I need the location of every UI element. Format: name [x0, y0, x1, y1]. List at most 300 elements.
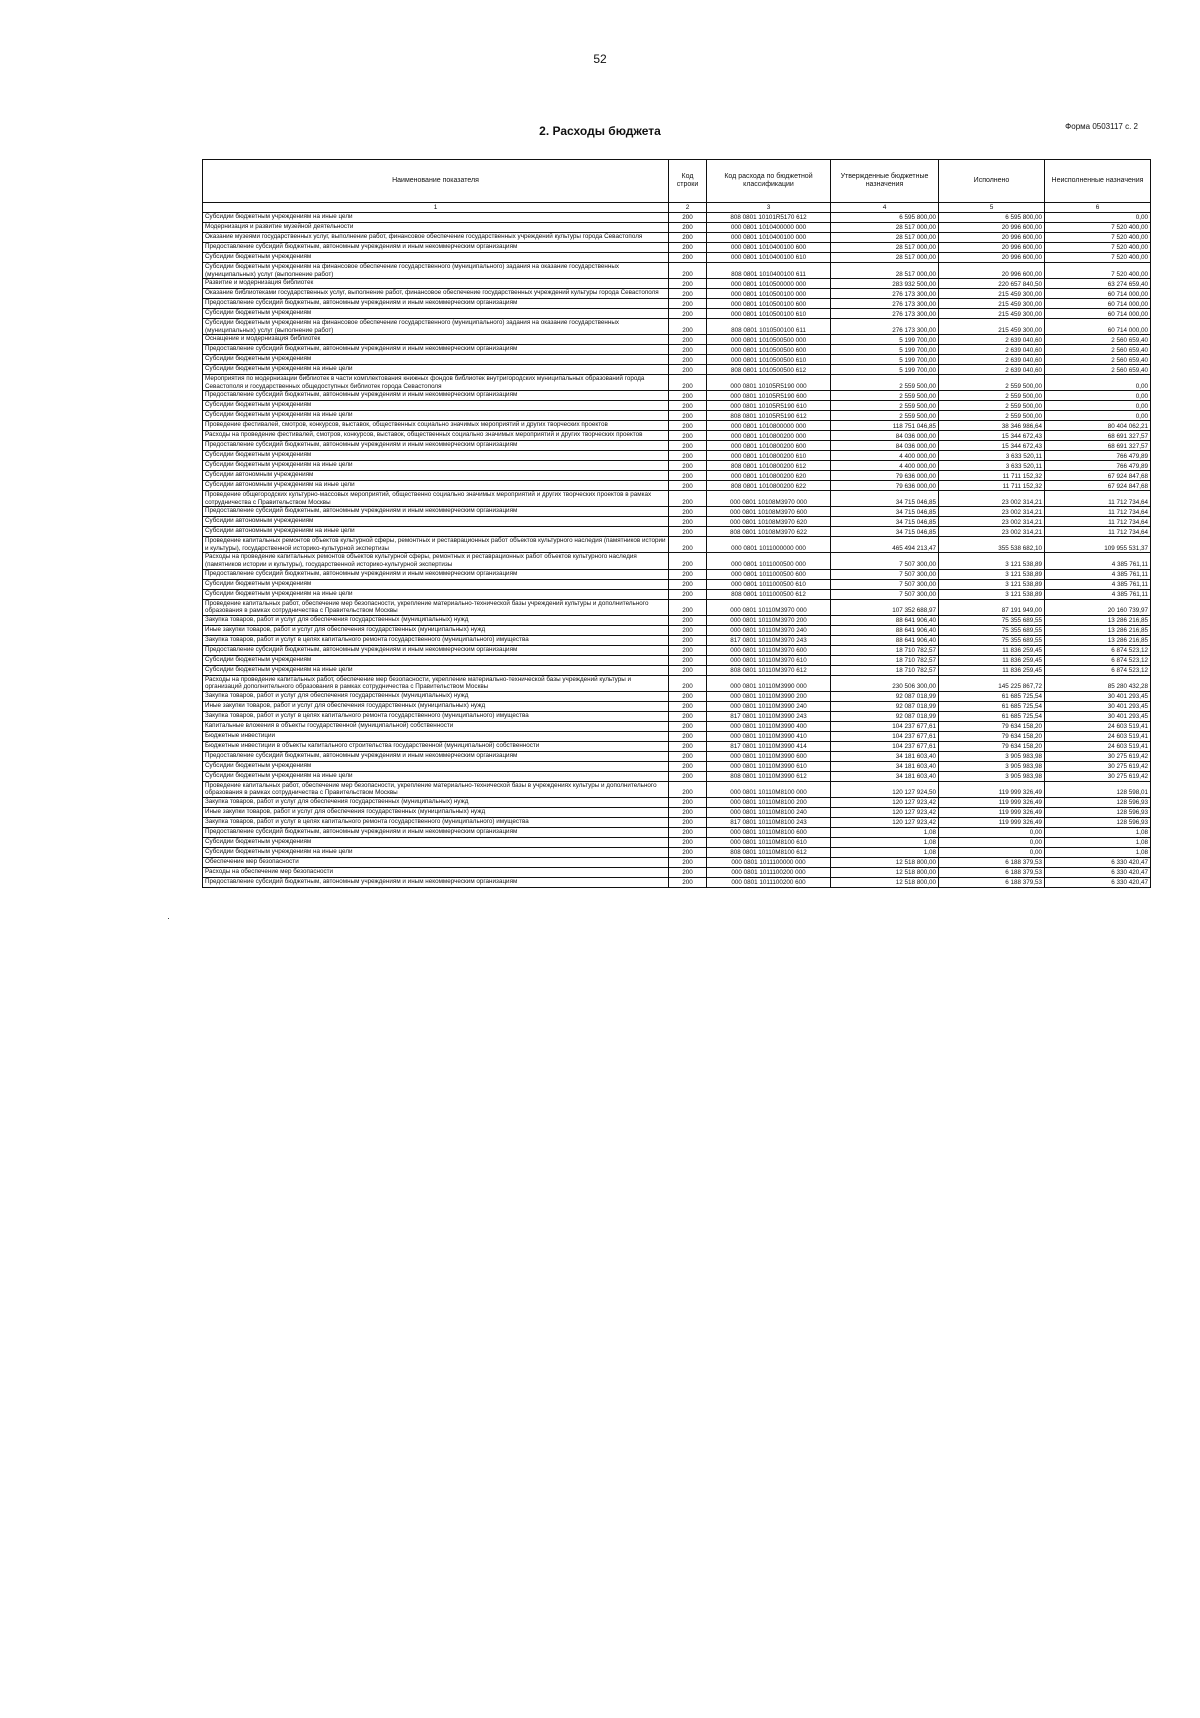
row-executed: 11 836 259,45: [939, 665, 1045, 675]
row-executed: 215 459 300,00: [939, 299, 1045, 309]
row-line-code: 200: [669, 599, 707, 615]
table-body: [203, 213, 1151, 888]
row-approved: 12 518 800,00: [831, 867, 939, 877]
row-unexecuted: 109 955 531,37: [1045, 537, 1151, 553]
row-name: Субсидии автономным учреждениям на иные цели: [203, 481, 669, 491]
row-name: Иные закупки товаров, работ и услуг для обеспечения государственных (муниципальных) нужд: [203, 701, 669, 711]
page-number: 52: [593, 52, 607, 66]
row-classification-code: 000 0801 10110М3970 000: [707, 599, 831, 615]
row-unexecuted: 13 286 216,85: [1045, 615, 1151, 625]
row-unexecuted: 30 401 293,45: [1045, 701, 1151, 711]
row-line-code: 200: [669, 771, 707, 781]
row-line-code: 200: [669, 431, 707, 441]
row-classification-code: 817 0801 10110М3970 243: [707, 635, 831, 645]
row-line-code: 200: [669, 335, 707, 345]
row-line-code: 200: [669, 675, 707, 691]
row-line-code: 200: [669, 553, 707, 569]
row-approved: 12 518 800,00: [831, 857, 939, 867]
row-classification-code: 808 0801 1010500500 612: [707, 365, 831, 375]
row-classification-code: 000 0801 10110М3990 400: [707, 721, 831, 731]
row-line-code: 200: [669, 761, 707, 771]
row-unexecuted: 6 874 523,12: [1045, 645, 1151, 655]
row-executed: 79 634 158,20: [939, 741, 1045, 751]
row-line-code: 200: [669, 309, 707, 319]
row-unexecuted: 4 385 761,11: [1045, 579, 1151, 589]
row-classification-code: 817 0801 10110М8100 243: [707, 817, 831, 827]
row-approved: 2 559 500,00: [831, 391, 939, 401]
row-executed: 2 559 500,00: [939, 401, 1045, 411]
row-executed: 75 355 689,55: [939, 635, 1045, 645]
table-row: [203, 233, 1151, 243]
row-line-code: 200: [669, 711, 707, 721]
row-unexecuted: 24 603 519,41: [1045, 741, 1151, 751]
row-name: Предоставление субсидий бюджетным, автономным учреждениям и иным некоммерческим организациям: [203, 299, 669, 309]
row-executed: 23 002 314,21: [939, 527, 1045, 537]
row-line-code: 200: [669, 701, 707, 711]
row-approved: 34 181 603,40: [831, 751, 939, 761]
row-executed: 20 996 600,00: [939, 243, 1045, 253]
column-numbers-row: [203, 203, 1151, 213]
row-name: Предоставление субсидий бюджетным, автономным учреждениям и иным некоммерческим организациям: [203, 441, 669, 451]
row-unexecuted: 13 286 216,85: [1045, 625, 1151, 635]
row-classification-code: 000 0801 10105R5190 000: [707, 375, 831, 391]
row-classification-code: 000 0801 1011000000 000: [707, 537, 831, 553]
row-unexecuted: 766 479,89: [1045, 461, 1151, 471]
row-unexecuted: 24 603 519,41: [1045, 731, 1151, 741]
row-unexecuted: 2 560 659,40: [1045, 365, 1151, 375]
table-row: [203, 569, 1151, 579]
row-classification-code: 808 0801 10110М3990 612: [707, 771, 831, 781]
row-executed: 23 002 314,21: [939, 517, 1045, 527]
row-classification-code: 808 0801 10110М8100 612: [707, 847, 831, 857]
row-line-code: 200: [669, 213, 707, 223]
row-name: Закупка товаров, работ и услуг для обеспечения государственных (муниципальных) нужд: [203, 615, 669, 625]
row-line-code: 200: [669, 471, 707, 481]
row-line-code: 200: [669, 589, 707, 599]
row-classification-code: 000 0801 10110М8100 200: [707, 797, 831, 807]
table-row: [203, 655, 1151, 665]
table-row: [203, 645, 1151, 655]
row-unexecuted: 60 714 000,00: [1045, 319, 1151, 335]
header-name: Наименование показателя: [203, 160, 669, 203]
row-name: Модернизация и развитие музейной деятельности: [203, 223, 669, 233]
row-line-code: 200: [669, 817, 707, 827]
row-approved: 92 087 018,99: [831, 711, 939, 721]
row-approved: 120 127 923,42: [831, 807, 939, 817]
row-name: Предоставление субсидий бюджетным, автономным учреждениям и иным некоммерческим организациям: [203, 569, 669, 579]
row-unexecuted: 67 924 847,68: [1045, 481, 1151, 491]
row-executed: 215 459 300,00: [939, 309, 1045, 319]
table-row: [203, 553, 1151, 569]
row-approved: 107 352 688,97: [831, 599, 939, 615]
row-unexecuted: 85 280 432,28: [1045, 675, 1151, 691]
row-classification-code: 000 0801 10105R5190 610: [707, 401, 831, 411]
row-line-code: 200: [669, 233, 707, 243]
row-executed: 3 905 983,98: [939, 771, 1045, 781]
table-row: [203, 319, 1151, 335]
row-executed: 11 836 259,45: [939, 645, 1045, 655]
row-name: Субсидии бюджетным учреждениям на иные цели: [203, 771, 669, 781]
row-line-code: 200: [669, 411, 707, 421]
row-approved: 92 087 018,99: [831, 691, 939, 701]
row-executed: 2 639 040,60: [939, 365, 1045, 375]
row-unexecuted: 4 385 761,11: [1045, 553, 1151, 569]
column-number: 4: [831, 203, 939, 213]
row-line-code: 200: [669, 461, 707, 471]
row-executed: 38 346 986,64: [939, 421, 1045, 431]
row-unexecuted: 7 520 400,00: [1045, 253, 1151, 263]
table-row: [203, 847, 1151, 857]
row-name: Закупка товаров, работ и услуг для обеспечения государственных (муниципальных) нужд: [203, 691, 669, 701]
row-name: Субсидии бюджетным учреждениям на финансовое обеспечение государственного (муниципального) задания на оказание государственных (муниципальных) услуг (выполнение работ): [203, 263, 669, 279]
row-name: Субсидии автономным учреждениям: [203, 471, 669, 481]
row-approved: 120 127 923,42: [831, 817, 939, 827]
row-approved: 104 237 677,61: [831, 721, 939, 731]
row-approved: 4 400 000,00: [831, 451, 939, 461]
table-row: [203, 721, 1151, 731]
table-row: [203, 625, 1151, 635]
row-classification-code: 000 0801 10110М3990 600: [707, 751, 831, 761]
row-approved: 7 507 300,00: [831, 589, 939, 599]
row-executed: 2 559 500,00: [939, 375, 1045, 391]
row-approved: 276 173 300,00: [831, 299, 939, 309]
row-name: Закупка товаров, работ и услуг в целях капитального ремонта государственного (муниципального) имущества: [203, 635, 669, 645]
row-executed: 3 121 538,89: [939, 569, 1045, 579]
row-executed: 87 191 949,00: [939, 599, 1045, 615]
row-unexecuted: 128 596,93: [1045, 797, 1151, 807]
row-classification-code: 000 0801 1011100200 600: [707, 877, 831, 887]
row-line-code: 200: [669, 279, 707, 289]
row-approved: 18 710 782,57: [831, 645, 939, 655]
row-executed: 220 657 840,50: [939, 279, 1045, 289]
row-approved: 79 636 000,00: [831, 471, 939, 481]
row-line-code: 200: [669, 401, 707, 411]
row-line-code: 200: [669, 615, 707, 625]
row-unexecuted: 2 560 659,40: [1045, 345, 1151, 355]
table-row: [203, 223, 1151, 233]
row-line-code: 200: [669, 491, 707, 507]
row-approved: 7 507 300,00: [831, 553, 939, 569]
row-executed: 61 685 725,54: [939, 701, 1045, 711]
row-unexecuted: 67 924 847,68: [1045, 471, 1151, 481]
row-name: Оснащение и модернизация библиотек: [203, 335, 669, 345]
table-row: [203, 507, 1151, 517]
row-name: Субсидии бюджетным учреждениям: [203, 401, 669, 411]
budget-expenses-table: [202, 159, 1151, 888]
row-line-code: 200: [669, 355, 707, 365]
row-name: Расходы на проведение фестивалей, смотров, конкурсов, выставок, общественных социально значимых мероприятий и других творческих проектов: [203, 431, 669, 441]
table-row: [203, 289, 1151, 299]
row-executed: 61 685 725,54: [939, 711, 1045, 721]
row-unexecuted: 60 714 000,00: [1045, 309, 1151, 319]
header-approved: Утвержденные бюджетные назначения: [831, 160, 939, 203]
row-unexecuted: 63 274 659,40: [1045, 279, 1151, 289]
row-unexecuted: 6 330 420,47: [1045, 877, 1151, 887]
row-approved: 230 506 300,00: [831, 675, 939, 691]
row-unexecuted: 128 596,93: [1045, 817, 1151, 827]
row-executed: 6 188 379,53: [939, 867, 1045, 877]
row-line-code: 200: [669, 527, 707, 537]
row-classification-code: 808 0801 1010400100 611: [707, 263, 831, 279]
table-row: [203, 731, 1151, 741]
header-classification-code: Код расхода по бюджетной классификации: [707, 160, 831, 203]
row-approved: 104 237 677,61: [831, 731, 939, 741]
row-classification-code: 000 0801 10110М3970 200: [707, 615, 831, 625]
table-row: [203, 421, 1151, 431]
column-number: 1: [203, 203, 669, 213]
row-approved: 5 199 700,00: [831, 335, 939, 345]
row-line-code: 200: [669, 645, 707, 655]
table-row: [203, 827, 1151, 837]
row-classification-code: 000 0801 10105R5190 600: [707, 391, 831, 401]
row-approved: 1,08: [831, 847, 939, 857]
row-executed: 0,00: [939, 847, 1045, 857]
row-line-code: 200: [669, 781, 707, 797]
row-unexecuted: 60 714 000,00: [1045, 289, 1151, 299]
table-row: [203, 491, 1151, 507]
row-name: Оказание библиотеками государственных услуг, выполнение работ, финансовое обеспечение государственных учреждений культуры города Севастополя: [203, 289, 669, 299]
row-line-code: 200: [669, 441, 707, 451]
column-number: 2: [669, 203, 707, 213]
table-row: [203, 635, 1151, 645]
row-unexecuted: 1,08: [1045, 827, 1151, 837]
row-approved: 5 199 700,00: [831, 345, 939, 355]
table-row: [203, 431, 1151, 441]
row-name: Мероприятия по модернизации библиотек в части комплектования книжных фондов библиотек внутригородских муниципальных образований города Севастополя и государственных общедоступных библиотек города Севастополя: [203, 375, 669, 391]
table-row: [203, 665, 1151, 675]
row-name: Предоставление субсидий бюджетным, автономным учреждениям и иным некоммерческим организациям: [203, 827, 669, 837]
row-unexecuted: 766 479,89: [1045, 451, 1151, 461]
row-approved: 6 595 800,00: [831, 213, 939, 223]
row-unexecuted: 30 275 619,42: [1045, 761, 1151, 771]
row-unexecuted: 11 712 734,64: [1045, 507, 1151, 517]
row-executed: 2 639 040,60: [939, 345, 1045, 355]
row-line-code: 200: [669, 579, 707, 589]
table-row: [203, 365, 1151, 375]
row-classification-code: 000 0801 1011000500 600: [707, 569, 831, 579]
row-executed: 2 559 500,00: [939, 411, 1045, 421]
section-title: 2. Расходы бюджета: [539, 124, 661, 138]
row-name: Закупка товаров, работ и услуг в целях капитального ремонта государственного (муниципального) имущества: [203, 711, 669, 721]
row-classification-code: 000 0801 1011000500 000: [707, 553, 831, 569]
row-classification-code: 000 0801 1010500500 000: [707, 335, 831, 345]
row-unexecuted: 20 160 739,97: [1045, 599, 1151, 615]
row-approved: 120 127 923,42: [831, 797, 939, 807]
row-classification-code: 808 0801 10105R5190 612: [707, 411, 831, 421]
table-row: [203, 817, 1151, 827]
table-row: [203, 691, 1151, 701]
row-name: Предоставление субсидий бюджетным, автономным учреждениям и иным некоммерческим организациям: [203, 877, 669, 887]
table-row: [203, 615, 1151, 625]
row-approved: 18 710 782,57: [831, 655, 939, 665]
row-executed: 20 996 600,00: [939, 233, 1045, 243]
row-executed: 215 459 300,00: [939, 289, 1045, 299]
row-name: Проведение капитальных работ, обеспечение мер безопасности, укрепление материально-технической базы учреждений культуры и дополнительного образования в рамках сотрудничества с Правительством Москвы: [203, 599, 669, 615]
row-line-code: 200: [669, 375, 707, 391]
row-unexecuted: 30 275 619,42: [1045, 771, 1151, 781]
row-unexecuted: 4 385 761,11: [1045, 569, 1151, 579]
table-row: [203, 243, 1151, 253]
row-classification-code: 000 0801 1010500000 000: [707, 279, 831, 289]
row-name: Расходы на проведение капитальных работ, обеспечение мер безопасности, укрепление материально-технической базы учреждений культуры и организаций дополнительного образования в рамках сотрудничества с Правительством Москвы: [203, 675, 669, 691]
row-unexecuted: 7 520 400,00: [1045, 263, 1151, 279]
row-name: Бюджетные инвестиции: [203, 731, 669, 741]
row-approved: 88 641 906,40: [831, 635, 939, 645]
row-line-code: 200: [669, 867, 707, 877]
row-line-code: 200: [669, 289, 707, 299]
row-classification-code: 000 0801 10110М3970 610: [707, 655, 831, 665]
table-row: [203, 279, 1151, 289]
table-row: [203, 711, 1151, 721]
row-name: Субсидии бюджетным учреждениям: [203, 309, 669, 319]
table-row: [203, 877, 1151, 887]
row-executed: 2 639 040,60: [939, 355, 1045, 365]
table-row: [203, 309, 1151, 319]
row-name: Субсидии бюджетным учреждениям: [203, 253, 669, 263]
row-unexecuted: 2 560 659,40: [1045, 355, 1151, 365]
row-classification-code: 000 0801 1010800200 600: [707, 441, 831, 451]
row-executed: 119 999 326,49: [939, 807, 1045, 817]
table-row: [203, 589, 1151, 599]
row-line-code: 200: [669, 223, 707, 233]
row-unexecuted: 0,00: [1045, 411, 1151, 421]
row-executed: 20 996 600,00: [939, 253, 1045, 263]
row-classification-code: 000 0801 10110М3970 600: [707, 645, 831, 655]
row-classification-code: 000 0801 1010500500 600: [707, 345, 831, 355]
row-classification-code: 000 0801 10110М8100 240: [707, 807, 831, 817]
table-row: [203, 345, 1151, 355]
table-row: [203, 263, 1151, 279]
row-classification-code: 808 0801 10110М3970 612: [707, 665, 831, 675]
row-name: Бюджетные инвестиции в объекты капитального строительства государственной (муниципальной) собственности: [203, 741, 669, 751]
row-line-code: 200: [669, 847, 707, 857]
row-line-code: 200: [669, 517, 707, 527]
row-classification-code: 000 0801 1010500100 610: [707, 309, 831, 319]
row-classification-code: 817 0801 10110М3990 414: [707, 741, 831, 751]
row-approved: 34 181 603,40: [831, 761, 939, 771]
table-row: [203, 335, 1151, 345]
row-line-code: 200: [669, 807, 707, 817]
table-row: [203, 471, 1151, 481]
row-classification-code: 808 0801 1010800200 622: [707, 481, 831, 491]
row-unexecuted: 80 404 062,21: [1045, 421, 1151, 431]
row-classification-code: 000 0801 1010400100 000: [707, 233, 831, 243]
row-classification-code: 000 0801 10110М3990 610: [707, 761, 831, 771]
row-executed: 6 188 379,53: [939, 877, 1045, 887]
row-executed: 119 999 326,49: [939, 817, 1045, 827]
row-approved: 2 559 500,00: [831, 375, 939, 391]
row-name: Проведение общегородских культурно-массовых мероприятий, общественно социально значимых мероприятий и других творческих проектов в рамках сотрудничества с Правительством Москвы: [203, 491, 669, 507]
row-unexecuted: 11 712 734,64: [1045, 517, 1151, 527]
table-row: [203, 579, 1151, 589]
row-unexecuted: 13 286 216,85: [1045, 635, 1151, 645]
row-name: Предоставление субсидий бюджетным, автономным учреждениям и иным некоммерческим организациям: [203, 345, 669, 355]
row-name: Субсидии бюджетным учреждениям на иные цели: [203, 847, 669, 857]
table-row: [203, 481, 1151, 491]
row-approved: 92 087 018,99: [831, 701, 939, 711]
row-unexecuted: 0,00: [1045, 213, 1151, 223]
row-line-code: 200: [669, 537, 707, 553]
row-approved: 465 494 213,47: [831, 537, 939, 553]
row-name: Субсидии бюджетным учреждениям: [203, 579, 669, 589]
row-executed: 3 633 520,11: [939, 451, 1045, 461]
table-row: [203, 741, 1151, 751]
row-line-code: 200: [669, 827, 707, 837]
row-executed: 2 639 040,60: [939, 335, 1045, 345]
row-line-code: 200: [669, 625, 707, 635]
row-name: Проведение капитальных ремонтов объектов культурной сферы, ремонтных и реставрационных работ объектов культурного наследия (памятников истории и культуры), государственной историко-культурной экспертизы: [203, 537, 669, 553]
row-classification-code: 000 0801 1011000500 610: [707, 579, 831, 589]
row-line-code: 200: [669, 253, 707, 263]
row-name: Субсидии бюджетным учреждениям на иные цели: [203, 589, 669, 599]
table-row: [203, 675, 1151, 691]
row-line-code: 200: [669, 665, 707, 675]
row-line-code: 200: [669, 635, 707, 645]
row-name: Предоставление субсидий бюджетным, автономным учреждениям и иным некоммерческим организациям: [203, 751, 669, 761]
row-classification-code: 000 0801 10110М8100 600: [707, 827, 831, 837]
row-classification-code: 817 0801 10110М3990 243: [707, 711, 831, 721]
row-executed: 3 905 983,98: [939, 751, 1045, 761]
row-executed: 215 459 300,00: [939, 319, 1045, 335]
row-line-code: 200: [669, 569, 707, 579]
row-line-code: 200: [669, 655, 707, 665]
table-row: [203, 441, 1151, 451]
row-executed: 0,00: [939, 827, 1045, 837]
row-name: Проведение фестивалей, смотров, конкурсов, выставок, общественных социально значимых мероприятий и других творческих проектов: [203, 421, 669, 431]
row-classification-code: 000 0801 1010800200 000: [707, 431, 831, 441]
row-line-code: 200: [669, 741, 707, 751]
table-row: [203, 537, 1151, 553]
row-executed: 20 996 600,00: [939, 263, 1045, 279]
row-name: Иные закупки товаров, работ и услуг для обеспечения государственных (муниципальных) нужд: [203, 625, 669, 635]
table-row: [203, 391, 1151, 401]
row-classification-code: 000 0801 10110М3990 200: [707, 691, 831, 701]
table-row: [203, 751, 1151, 761]
table-row: [203, 517, 1151, 527]
table-row: [203, 837, 1151, 847]
row-name: Субсидии бюджетным учреждениям на иные цели: [203, 365, 669, 375]
row-name: Закупка товаров, работ и услуг в целях капитального ремонта государственного (муниципального) имущества: [203, 817, 669, 827]
row-classification-code: 000 0801 1010400100 600: [707, 243, 831, 253]
column-number: 3: [707, 203, 831, 213]
row-unexecuted: 4 385 761,11: [1045, 589, 1151, 599]
row-unexecuted: 30 401 293,45: [1045, 691, 1151, 701]
row-classification-code: 000 0801 1011100200 000: [707, 867, 831, 877]
row-name: Расходы на обеспечение мер безопасности: [203, 867, 669, 877]
row-classification-code: 000 0801 10110М3990 410: [707, 731, 831, 741]
row-executed: 145 225 867,72: [939, 675, 1045, 691]
table-row: [203, 867, 1151, 877]
row-classification-code: 808 0801 10101R5170 612: [707, 213, 831, 223]
row-approved: 4 400 000,00: [831, 461, 939, 471]
row-executed: 11 711 152,32: [939, 481, 1045, 491]
table-row: [203, 761, 1151, 771]
row-approved: 34 715 046,85: [831, 517, 939, 527]
row-name: Закупка товаров, работ и услуг для обеспечения государственных (муниципальных) нужд: [203, 797, 669, 807]
row-executed: 3 905 983,98: [939, 761, 1045, 771]
row-executed: 75 355 689,55: [939, 615, 1045, 625]
row-approved: 84 036 000,00: [831, 441, 939, 451]
row-name: Субсидии бюджетным учреждениям на иные цели: [203, 665, 669, 675]
row-executed: 119 999 326,49: [939, 781, 1045, 797]
row-classification-code: 000 0801 10108М3970 620: [707, 517, 831, 527]
row-name: Расходы на проведение капитальных ремонтов объектов культурной сферы, ремонтных и реставрационных работ объектов культурного наследия (памятников истории и культуры), государственной историко-культурной экспертизы: [203, 553, 669, 569]
row-unexecuted: 2 560 659,40: [1045, 335, 1151, 345]
row-classification-code: 808 0801 10108М3970 622: [707, 527, 831, 537]
row-name: Субсидии бюджетным учреждениям на иные цели: [203, 411, 669, 421]
table-row: [203, 857, 1151, 867]
row-approved: 34 715 046,85: [831, 491, 939, 507]
